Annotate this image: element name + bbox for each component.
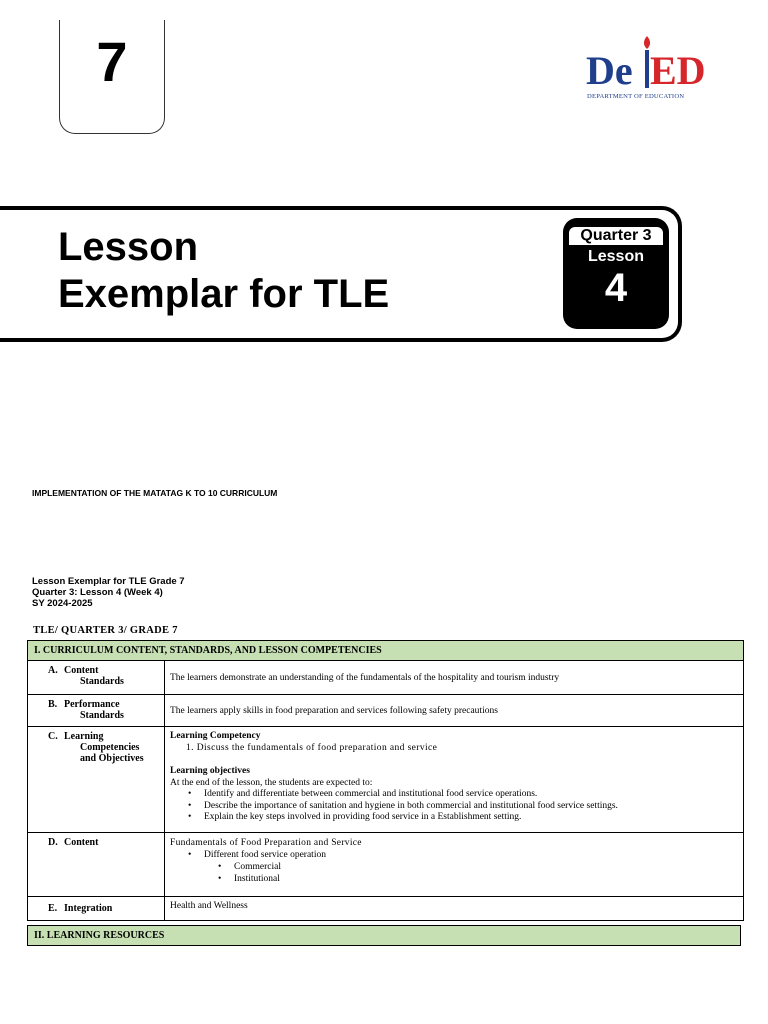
quarter-lesson-badge <box>563 218 669 329</box>
meta-line-2: Quarter 3: Lesson 4 (Week 4) <box>32 587 163 598</box>
lesson-number: 4 <box>604 266 628 310</box>
integration-text: Health and Wellness <box>165 897 744 921</box>
grade-number: 7 <box>96 30 128 93</box>
subject-line: TLE/ QUARTER 3/ GRADE 7 <box>33 625 178 636</box>
objectives-intro: At the end of the lesson, the students are expected to: <box>170 777 373 788</box>
row-label: B. Performance Standards <box>28 695 165 727</box>
list-item: • Different food service operation <box>188 849 738 861</box>
list-item: • Commercial <box>218 861 738 873</box>
title-line-1: Lesson <box>58 225 199 269</box>
svg-text:DEPARTMENT OF EDUCATION: DEPARTMENT OF EDUCATION <box>587 93 685 100</box>
row-label: C. Learning Competencies and Objectives <box>28 727 165 833</box>
section-1-heading: I. CURRICULUM CONTENT, STANDARDS, AND LESSON COMPETENCIES <box>27 640 744 661</box>
meta-line-3: SY 2024-2025 <box>32 598 93 609</box>
deped-logo <box>584 32 718 104</box>
list-item: • Describe the importance of sanitation and hygiene in both commercial and institutional food service settings. <box>188 801 738 813</box>
table-row <box>28 727 744 833</box>
deped-logo-icon <box>584 32 718 104</box>
grade-box <box>59 20 165 134</box>
content-title: Fundamentals of Food Preparation and Service <box>170 838 362 848</box>
quarter-label: Quarter 3 <box>569 227 663 245</box>
content-standards-text: The learners demonstrate an understanding of the fundamentals of the hospitality and tourism industry <box>165 661 744 695</box>
list-item: • Explain the key steps involved in providing food service in a Establishment setting. <box>188 812 738 824</box>
svg-text:ED: ED <box>650 48 706 93</box>
section-2-heading: II. LEARNING RESOURCES <box>27 925 741 946</box>
list-item: • Identify and differentiate between commercial and institutional food service operations. <box>188 789 738 801</box>
table-row <box>28 661 744 695</box>
lesson-meta <box>32 576 185 609</box>
objectives-heading: Learning objectives <box>170 766 250 776</box>
table-row <box>28 833 744 897</box>
svg-text:De: De <box>586 48 633 93</box>
objectives-list <box>170 789 738 824</box>
lesson-title <box>58 224 389 318</box>
competencies-cell <box>165 727 744 833</box>
competency-heading: Learning Competency <box>170 731 261 741</box>
content-cell <box>165 833 744 897</box>
row-label: E. Integration <box>28 897 165 921</box>
performance-standards-text: The learners apply skills in food preparation and services following safety precautions <box>165 695 744 727</box>
lesson-label: Lesson <box>587 248 644 265</box>
list-item: 1. Discuss the fundamentals of food preparation and service <box>186 742 438 753</box>
competency-list <box>170 743 738 755</box>
content-bullets <box>170 849 738 861</box>
curriculum-table <box>27 660 744 921</box>
content-subbullets <box>170 861 738 885</box>
row-label: D. Content <box>28 833 165 897</box>
table-row <box>28 695 744 727</box>
row-label: A. Content Standards <box>28 661 165 695</box>
table-row <box>28 897 744 921</box>
implementation-note: IMPLEMENTATION OF THE MATATAG K TO 10 CURRICULUM <box>32 488 278 498</box>
meta-line-1: Lesson Exemplar for TLE Grade 7 <box>32 576 185 587</box>
title-line-2: Exemplar for TLE <box>58 272 390 316</box>
list-item: • Institutional <box>218 873 738 885</box>
